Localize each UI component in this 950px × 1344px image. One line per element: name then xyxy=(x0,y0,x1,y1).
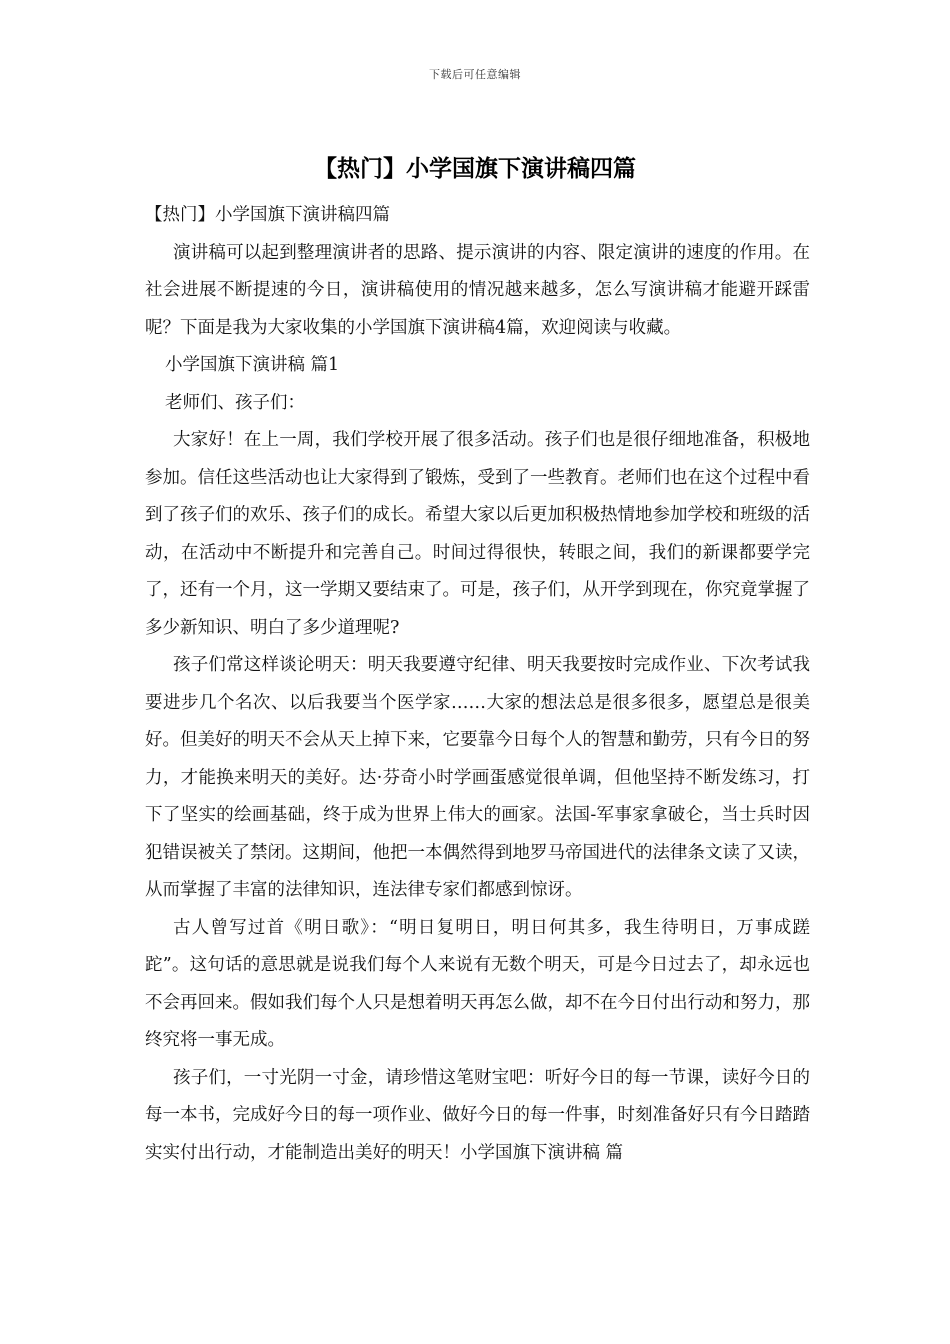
paragraph: 古人曾写过首《明日歌》：“明日复明日，明日何其多，我生待明日，万事成蹉跎”。这句话的意思就是说我们每个人来说有无数个明天，可是今日过去了，却永远也不会再回来。假如我们每个人只是想着明天再怎么做，却不在今日付出行动和努力，那终究将一事无成。 xyxy=(145,917,810,1050)
paragraph: 大家好！在上一周，我们学校开展了很多活动。孩子们也是很仔细地准备，积极地参加。信任这些活动也让大家得到了锻炼，受到了一些教育。老师们也在这个过程中看到了孩子们的欢乐、孩子们的成长。希望大家以后更加积极热情地参加学校和班级的活动，在活动中不断提升和完善自己。时间过得很快，转眼之间，我们的新课都要学完了，还有一个月，这一学期又要结束了。可是，孩子们，从开学到现在，你究竟掌握了多少新知识、明白了多少道理呢? xyxy=(145,430,810,638)
document-body xyxy=(145,197,810,1172)
paragraph-subtitle: 【热门】小学国旗下演讲稿四篇 xyxy=(145,205,390,225)
section-heading: 小学国旗下演讲稿 篇1 xyxy=(165,355,340,375)
document-title: 【热门】小学国旗下演讲稿四篇 xyxy=(314,155,636,182)
paragraph: 孩子们常这样谈论明天：明天我要遵守纪律、明天我要按时完成作业、下次考试我要进步几个名次、以后我要当个医学家……大家的想法总是很多很多，愿望总是很美好。但美好的明天不会从天上掉下来，它要靠今日每个人的智慧和勤劳，只有今日的努力，才能换来明天的美好。达·芬奇小时学画蛋感觉很单调，但他坚持不断发练习，打下了坚实的绘画基础，终于成为世界上伟大的画家。法国-军事家拿破仑，当士兵时因犯错误被关了禁闭。这期间，他把一本偶然得到地罗马帝国进代的法律条文读了又读，从而掌握了丰富的法律知识，连法律专家们都感到惊讶。 xyxy=(145,655,810,900)
paragraph-intro: 演讲稿可以起到整理演讲者的思路、提示演讲的内容、限定演讲的速度的作用。在社会进展不断提速的今日，演讲稿使用的情况越来越多，怎么写演讲稿才能避开踩雷呢？下面是我为大家收集的小学国旗下演讲稿4篇，欢迎阅读与收藏。 xyxy=(145,242,810,338)
paragraph: 孩子们，一寸光阴一寸金，请珍惜这笔财宝吧：听好今日的每一节课，读好今日的每一本书，完成好今日的每一项作业、做好今日的每一件事，时刻准备好只有今日踏踏实实付出行动，才能制造出美好的明天！小学国旗下演讲稿 篇 xyxy=(145,1067,810,1163)
header-note: 下载后可任意编辑 xyxy=(429,68,521,81)
salutation: 老师们、孩子们： xyxy=(165,392,305,413)
